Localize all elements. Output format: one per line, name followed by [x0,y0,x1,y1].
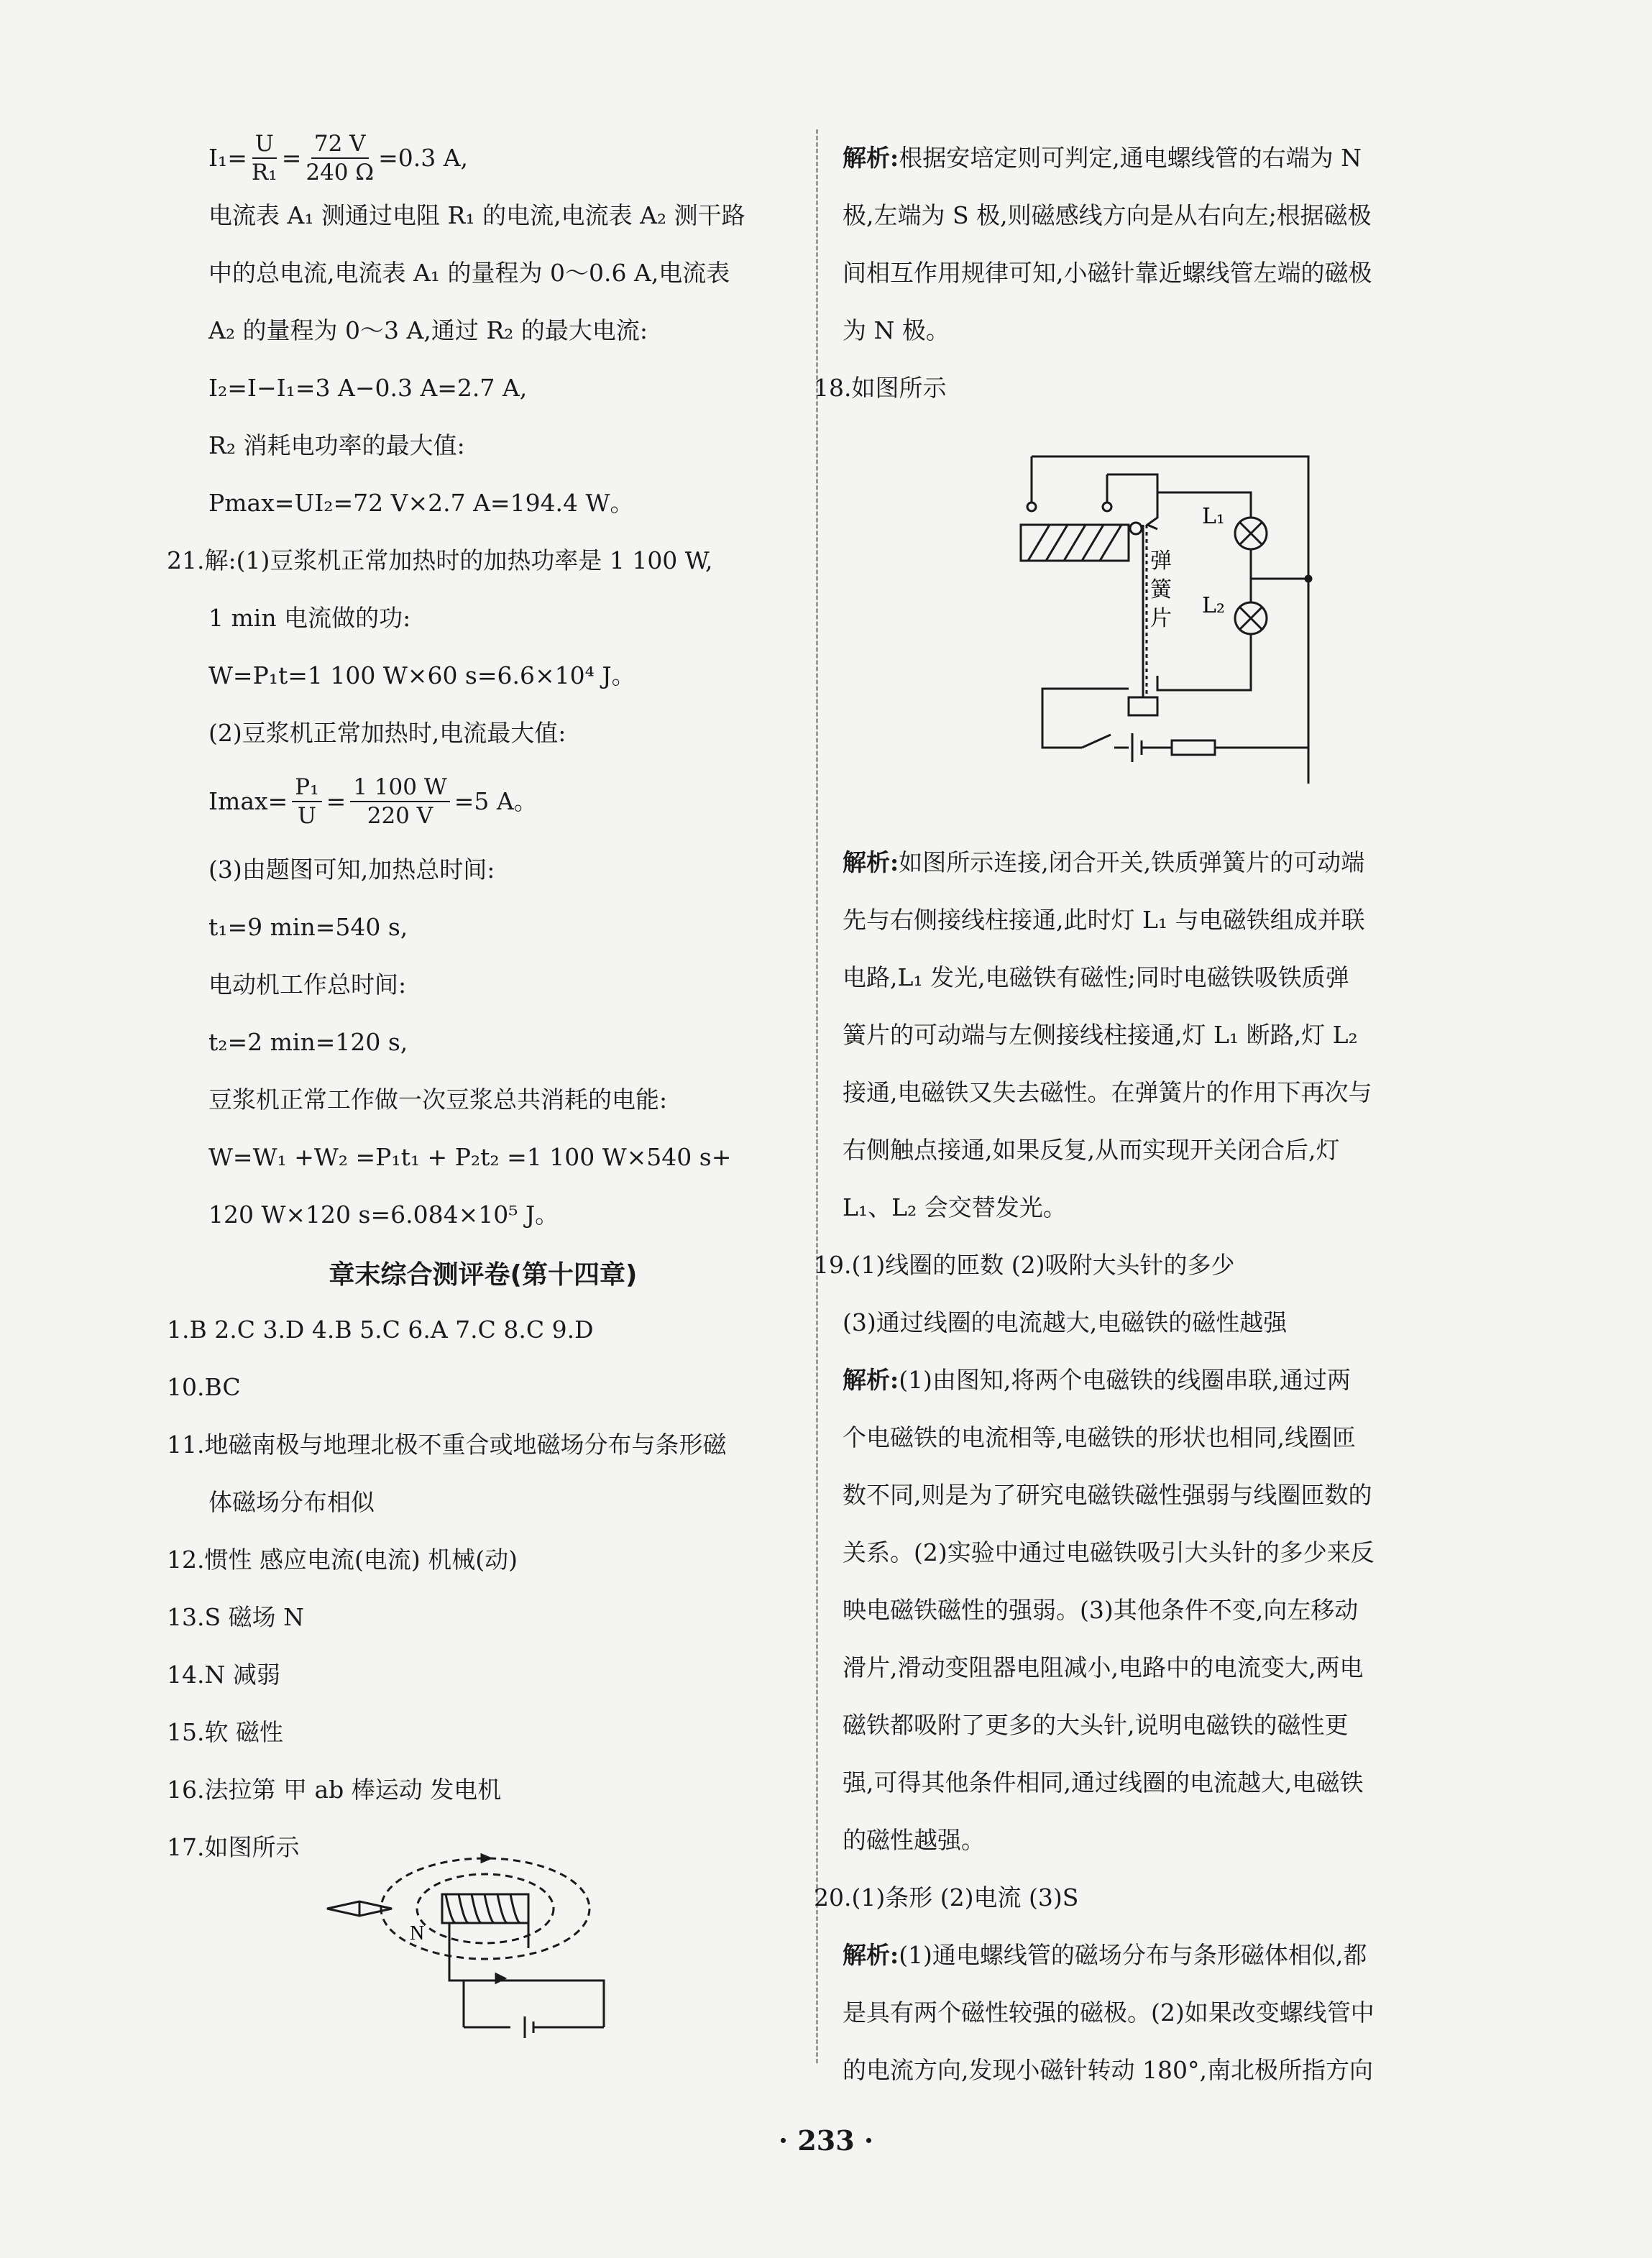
answer-13: 13.S 磁场 N [167,1603,304,1631]
figure-17-solenoid [302,1840,676,2085]
q21-intro: 21.解:(1)豆浆机正常加热时的加热功率是 1 100 W, [167,546,713,574]
answer-12: 12.惯性 感应电流(电流) 机械(动) [167,1546,518,1574]
column-divider [816,129,818,2063]
analysis-20-line-2: 是具有两个磁性较强的磁极。(2)如果改变螺线管中 [843,1998,1375,2027]
imax-calc: Imax= $\frac{\text{P₁}}{U}$ = $\frac{1 100 W}{220 V}$ =5 A。 [208,774,538,829]
figure-18-circuit [1014,446,1330,784]
analysis-19-line-6: 滑片,滑动变阻器电阻减小,电路中的电流变大,两电 [843,1653,1364,1681]
i2-calc: I₂=I−I₁=3 A−0.3 A=2.7 A, [208,374,528,402]
calc-i1: I₁= $\frac{U}{\text{R₁}}$ = $\frac{72 V}{240 \Omega}$ =0.3 A, [208,131,469,185]
ammeter-note-3: A₂ 的量程为 0～3 A,通过 R₂ 的最大电流: [208,316,648,344]
analysis-19-line-8: 强,可得其他条件相同,通过线圈的电流越大,电磁铁 [843,1768,1364,1796]
left-column [167,129,799,1876]
field-arrow [482,1855,490,1862]
motor-label: 电动机工作总时间: [208,970,407,999]
answer-11-a: 11.地磁南极与地理北极不重合或地磁场分布与条形磁 [167,1431,727,1459]
battery [464,1981,604,2038]
answer-19-a: 19.(1)线圈的匝数 (2)吸附大头针的多少 [814,1251,1235,1279]
label-l2: L₂ [1202,593,1225,618]
spring-label-1: 弹 [1150,549,1172,574]
answer-18: 18.如图所示 [814,374,947,402]
analysis-19-line-1: 解析: (1)由图知,将两个电磁铁的线圈串联,通过两 [843,1366,1351,1394]
q21-work: W=P₁t=1 100 W×60 s=6.6×10⁴ J。 [208,661,635,689]
t2: t₂=2 min=120 s, [208,1028,408,1056]
analysis-18-line-7: L₁、L₂ 会交替发光。 [843,1193,1067,1221]
analysis-18-line-2: 先与右侧接线柱接通,此时灯 L₁ 与电磁铁组成并联 [843,906,1365,934]
analysis-19-line-9: 的磁性越强。 [843,1826,985,1854]
total-energy-label: 豆浆机正常工作做一次豆浆总共消耗的电能: [208,1086,668,1114]
analysis-17-line-3: 间相互作用规律可知,小磁针靠近螺线管左端的磁极 [843,259,1372,287]
analysis-19-line-4: 关系。(2)实验中通过电磁铁吸引大头针的多少来反 [843,1538,1375,1566]
q21-part2: (2)豆浆机正常加热时,电流最大值: [208,719,566,747]
r2-power-label: R₂ 消耗电功率的最大值: [208,431,465,459]
analysis-18-line-5: 接通,电磁铁又失去磁性。在弹簧片的作用下再次与 [843,1078,1372,1106]
analysis-19-line-5: 映电磁铁磁性的强弱。(3)其他条件不变,向左移动 [843,1596,1359,1624]
battery-switch-resistor [1042,683,1308,762]
frac-p1-u: $\frac{\text{P₁}}{U}$ [292,774,321,830]
analysis-17-line-4: 为 N 极。 [843,316,950,344]
analysis-18-line-1: 解析: 如图所示连接,闭合开关,铁质弹簧片的可动端 [843,848,1365,876]
spring-label-2: 簧 [1150,577,1172,602]
analysis-18-line-4: 簧片的可动端与左侧接线柱接通,灯 L₁ 断路,灯 L₂ [843,1021,1358,1049]
section-title: 章末综合测评卷(第十四章) [329,1259,638,1290]
analysis-17-line-2: 极,左端为 S 极,则磁感线方向是从右向左;根据磁极 [843,201,1372,229]
total-energy-1: W=W₁ +W₂ =P₁t₁ + P₂t₂ =1 100 W×540 s+ [208,1143,732,1171]
contact-left [1130,523,1142,534]
armature-block [1129,697,1157,715]
ammeter-note-2: 中的总电流,电流表 A₁ 的量程为 0～0.6 A,电流表 [208,259,730,287]
answers-1-9: 1.B 2.C 3.D 4.B 5.C 6.A 7.C 8.C 9.D [167,1316,594,1344]
analysis-19-line-3: 数不同,则是为了研究电磁铁磁性强弱与线圈匝数的 [843,1481,1372,1509]
analysis-19-line-2: 个电磁铁的电流相等,电磁铁的形状也相同,线圈匝 [843,1423,1356,1451]
left-terminal [1027,502,1036,511]
electromagnet-hatch [1028,525,1121,561]
label-l1: L₁ [1202,504,1225,529]
pmax-calc: Pmax=UI₂=72 V×2.7 A=194.4 W。 [208,489,634,517]
analysis-18-line-3: 电路,L₁ 发光,电磁铁有磁性;同时电磁铁吸铁质弹 [843,963,1349,991]
compass-n-label: N [410,1922,425,1945]
analysis-20-line-1: 解析: (1)通电螺线管的磁场分布与条形磁体相似,都 [843,1941,1367,1969]
contact-right [1147,492,1157,529]
q21-part3: (3)由题图可知,加热总时间: [208,855,495,884]
total-energy-2: 120 W×120 s=6.084×10⁵ J。 [208,1201,559,1229]
frac-72-240: $\frac{72 V}{240 \Omega}$ [306,131,375,185]
right-column [814,129,1475,417]
answer-17: 17.如图所示 [167,1833,300,1861]
answer-20: 20.(1)条形 (2)电流 (3)S [814,1883,1079,1912]
analysis-17-line-1: 解析: 根据安培定则可判定,通电螺线管的右端为 N [843,144,1362,172]
answer-15: 15.软 磁性 [167,1718,283,1746]
frac-1100-220: $\frac{1 100 W}{220 V}$ [350,774,449,830]
answer-10: 10.BC [167,1373,241,1401]
circuit-wire [449,1923,604,2027]
answer-19-b: (3)通过线圈的电流越大,电磁铁的磁性越强 [843,1308,1288,1336]
mid-wire [1107,474,1157,492]
spring-label-3: 片 [1150,606,1172,631]
page-number: · 233 · [778,2124,874,2157]
right-terminal [1103,502,1111,511]
answer-14: 14.N 减弱 [167,1661,280,1689]
analysis-18-line-6: 右侧触点接通,如果反复,从而实现开关闭合后,灯 [843,1136,1340,1164]
analysis-20-line-3: 的电流方向,发现小磁针转动 180°,南北极所指方向 [843,2056,1373,2084]
q21-work-label: 1 min 电流做的功: [208,604,411,632]
t1: t₁=9 min=540 s, [208,913,408,941]
answer-16: 16.法拉第 甲 ab 棒运动 发电机 [167,1776,502,1804]
answer-11-b: 体磁场分布相似 [208,1488,375,1516]
right-column-lower [814,834,1475,2099]
frac-u-r1: $\frac{U}{\text{R₁}}$ [251,131,277,185]
ammeter-note-1: 电流表 A₁ 测通过电阻 R₁ 的电流,电流表 A₂ 测干路 [208,201,745,229]
analysis-19-line-7: 磁铁都吸附了更多的大头针,说明电磁铁的磁性更 [843,1711,1349,1739]
